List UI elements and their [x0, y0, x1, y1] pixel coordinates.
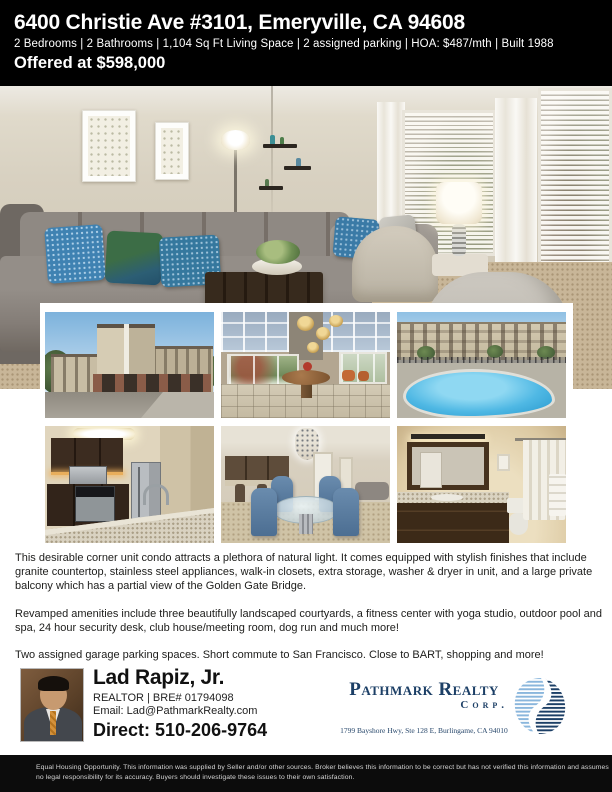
- vanity-cabinet: [397, 503, 509, 543]
- wall-art: [497, 454, 510, 471]
- building-base: [93, 374, 211, 394]
- disclaimer-line: Equal Housing Opportunity. This information was supplied by Seller and/or other sources. Broker believes this information to be correct but has not verified this information and assumes: [36, 764, 609, 771]
- pool-water: [403, 369, 555, 418]
- towel: [549, 474, 566, 516]
- pendant-light: [329, 315, 343, 327]
- pendant-light: [297, 316, 314, 331]
- property-description: [15, 551, 603, 675]
- agent-email: Email: Lad@PathmarkRealty.com: [93, 705, 258, 717]
- agent-name: Lad Rapiz, Jr.: [93, 666, 225, 689]
- stove: [75, 486, 115, 522]
- photo-grid-panel: [40, 303, 573, 548]
- agent-headshot: [20, 668, 84, 742]
- pathmark-swirl-logo: [512, 676, 568, 736]
- pillow: [105, 231, 164, 286]
- table-lamp-base: [452, 224, 466, 256]
- floating-shelf: [259, 186, 283, 190]
- sink: [431, 494, 463, 501]
- listing-details: 2 Bedrooms | 2 Bathrooms | 1,104 Sq Ft Living Space | 2 assigned parking | HOA: $487/mth | Built 1988: [14, 38, 554, 50]
- floating-shelf: [284, 166, 311, 170]
- lobby-chair: [358, 371, 369, 381]
- flower-arrangement: [303, 362, 312, 371]
- wall-art: [155, 122, 189, 180]
- floating-shelf: [263, 144, 297, 148]
- description-paragraph: Two assigned garage parking spaces. Short commute to San Francisco. Close to BART, shopping and more!: [15, 649, 544, 662]
- wall-art: [82, 110, 136, 182]
- agent-license: REALTOR | BRE# 01794098: [93, 692, 234, 704]
- floor-lamp-shade: [221, 130, 250, 150]
- photo-kitchen: [45, 426, 214, 543]
- bar-stool: [235, 484, 245, 502]
- faucet: [143, 484, 169, 505]
- agent-tie: [50, 711, 56, 735]
- armchair: [352, 226, 438, 302]
- dining-chair: [251, 488, 277, 536]
- description-paragraph: Revamped amenities include three beautifully landscaped courtyards, a fitness center with yoga studio, outdoor pool and spa, 24 hour security desk, club house/meeting room, dog run and much more!: [15, 607, 603, 634]
- listing-price: Offered at $598,000: [14, 54, 166, 72]
- pool-fence: [397, 357, 566, 363]
- photo-building-exterior: [45, 312, 214, 418]
- photo-bathroom: [397, 426, 566, 543]
- dining-chair: [333, 488, 359, 536]
- table-base: [299, 514, 313, 534]
- listing-address: 6400 Christie Ave #3101, Emeryville, CA 94608: [14, 11, 465, 34]
- table-lamp-shade: [436, 182, 482, 224]
- lobby-chair: [342, 370, 355, 381]
- decor-vase: [280, 137, 284, 144]
- brokerage-corp: Corp.: [460, 699, 508, 711]
- plant: [256, 240, 300, 264]
- photo-lobby: [221, 312, 390, 418]
- round-table: [282, 370, 330, 385]
- decor-vase: [296, 158, 301, 166]
- brokerage-name: Pathmark Realty: [349, 679, 499, 700]
- vanity-light: [411, 434, 485, 439]
- description-paragraph: This desirable corner unit condo attracts a plethora of natural light. It comes equipped with stylish finishes that include granite countertop, stainless steel appliances, walk-in closets, extra storage, washer & dryer in unit, and a large private balcony which has a partial view of the Golden Gate Bridge.: [15, 552, 593, 593]
- mirror: [407, 442, 489, 490]
- pendant-light: [316, 327, 330, 340]
- microwave: [69, 466, 107, 485]
- building-wing: [51, 354, 99, 395]
- brokerage-address: 1799 Bayshore Hwy, Ste 128 E, Burlingame, CA 94010: [340, 726, 508, 735]
- header-bar: [0, 0, 612, 86]
- decor-vase: [270, 135, 275, 144]
- pendant-light: [307, 342, 319, 353]
- sofa-glimpse: [355, 482, 389, 500]
- disclaimer-line: no legal responsibility for its accuracy. Buyers should investigate these issues to their own satisfaction.: [36, 773, 355, 781]
- decor-vase: [265, 179, 269, 186]
- pillow: [44, 224, 106, 284]
- disclaimer-bar: [0, 755, 612, 792]
- photo-dining-area: [221, 426, 390, 543]
- photo-pool: [397, 312, 566, 418]
- agent-hair: [38, 676, 69, 691]
- agent-phone: Direct: 510-206-9764: [93, 720, 268, 740]
